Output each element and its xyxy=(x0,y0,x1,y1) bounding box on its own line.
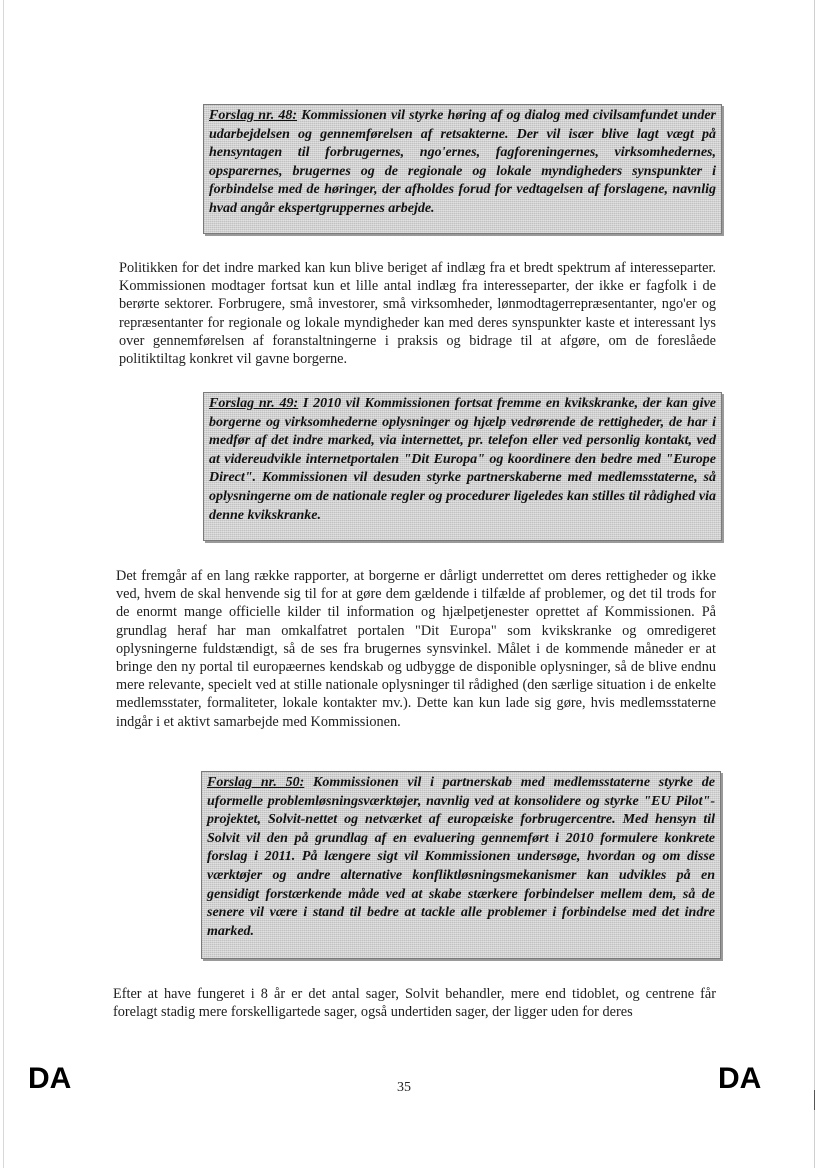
proposal-50-lead: Forslag nr. 50: xyxy=(207,775,305,790)
proposal-48-text: Kommissionen vil styrke høring af og dialog med civilsamfundet under udarbejdelsen og gennemførelsen af retsakterne. Der vil især blive lagt vægt på hensyntagen til forbrugernes, ngo'ernes, fagforeningernes, virksomhedernes, opsparernes, brugernes og de regionale og lokale myndigheders synspunkter i forbindelse med de høringer, der afholdes forud for vedtagelsen af forslagene, navnlig hvad angår ekspertgruppernes arbejde. xyxy=(209,108,717,216)
page-edge-right xyxy=(814,0,815,1168)
language-code-left: DA xyxy=(28,1062,72,1095)
language-code-right: DA xyxy=(718,1062,762,1095)
paragraph-internal-market-input: Politikken for det indre marked kan kun blive beriget af indlæg fra et bredt spektrum af interesseparter. Kommissionen modtager fortsat kun et lille antal indlæg fra interesseparter, der ikke er fagfolk i de berørte sektorer. Forbrugere, små investorer, små virksomheder, lønmodtagerrepræsentanter, ngo'er og repræsentanter for regionale og lokale myndigheder kan med deres synspunkter kaste et interessant lys over gennemførelsen af foranstaltningerne i praksis og bidrage til at afgøre, om de foreslåede politiktiltag konkret vil gavne borgerne. xyxy=(119,260,716,368)
margin-mark xyxy=(814,1090,822,1110)
proposal-49-lead: Forslag nr. 49: xyxy=(209,396,299,411)
proposal-48-box xyxy=(203,104,722,234)
proposal-49-box xyxy=(203,392,722,541)
proposal-50-box xyxy=(201,771,721,959)
page-edge-left xyxy=(3,0,4,1168)
paragraph-citizen-information: Det fremgår af en lang række rapporter, at borgerne er dårligt underrettet om deres rettigheder og ikke ved, hvem de skal henvende sig til for at gøre dem gældende i tilfælde af problemer, og det til trods for de enormt mange officielle kilder til information og hjælpetjenester oprettet af Kommissionen. På grundlag heraf har man omkalfatret portalen "Dit Europa" som kvikskranke og omredigeret oplysningerne fuldstændigt, så de ses fra brugernes synsvinkel. Målet i de kommende måneder er at bringe den ny portal til europæernes kendskab og udbygge de disponible oplysninger, så de blive endnu mere relevante, specielt ved at stille nationale oplysninger til rådighed (den særlige situation i de enkelte medlemsstater, formaliteter, lokale kontakter mv.). Dette kan kun lade sig gøre, hvis medlemsstaterne indgår i et aktivt samarbejde med Kommissionen. xyxy=(116,568,716,730)
proposal-49-text: I 2010 vil Kommissionen fortsat fremme en kvikskranke, der kan give borgerne og virksomhederne oplysninger og hjælp vedrørende de rettigheder, de har i medfør af det indre marked, via internettet, pr. telefon eller ved personlig kontakt, ved at videreudvikle internetportalen "Dit Europa" og koordinere den bedre med "Europe Direct". Kommissionen vil desuden styrke partnerskaberne med medlemsstaterne, så oplysningerne om de nationale regler og procedurer ligeledes kan stilles til rådighed via denne kvikskranke. xyxy=(209,396,716,523)
paragraph-solvit: Efter at have fungeret i 8 år er det antal sager, Solvit behandler, mere end tidoblet, og centrene får forelagt stadig mere forskelligartede sager, også undertiden sager, der ligger uden for deres xyxy=(113,986,716,1021)
page-number: 35 xyxy=(397,1080,411,1095)
proposal-50-text: Kommissionen vil i partnerskab med medlemsstaterne styrke de uformelle problemløsningsværktøjer, navnlig ved at konsolidere og styrke "EU Pilot"-projektet, Solvit-nettet og netværket af europæiske forbrugercentre. Med hensyn til Solvit vil den på grundlag af en evaluering gennemført i 2010 formulere konkrete forslag i 2011. På længere sigt vil Kommissionen undersøge, hvordan og om disse værktøjer og andre alternative konfliktløsningsmekanismer kan udvikles på en gensidigt forstærkende måde ved at skabe stærkere forbindelser mellem dem, så de senere vil være i stand til bedre at tackle alle problemer i forbindelse med det indre marked. xyxy=(207,775,715,939)
proposal-48-lead: Forslag nr. 48: xyxy=(209,108,298,123)
